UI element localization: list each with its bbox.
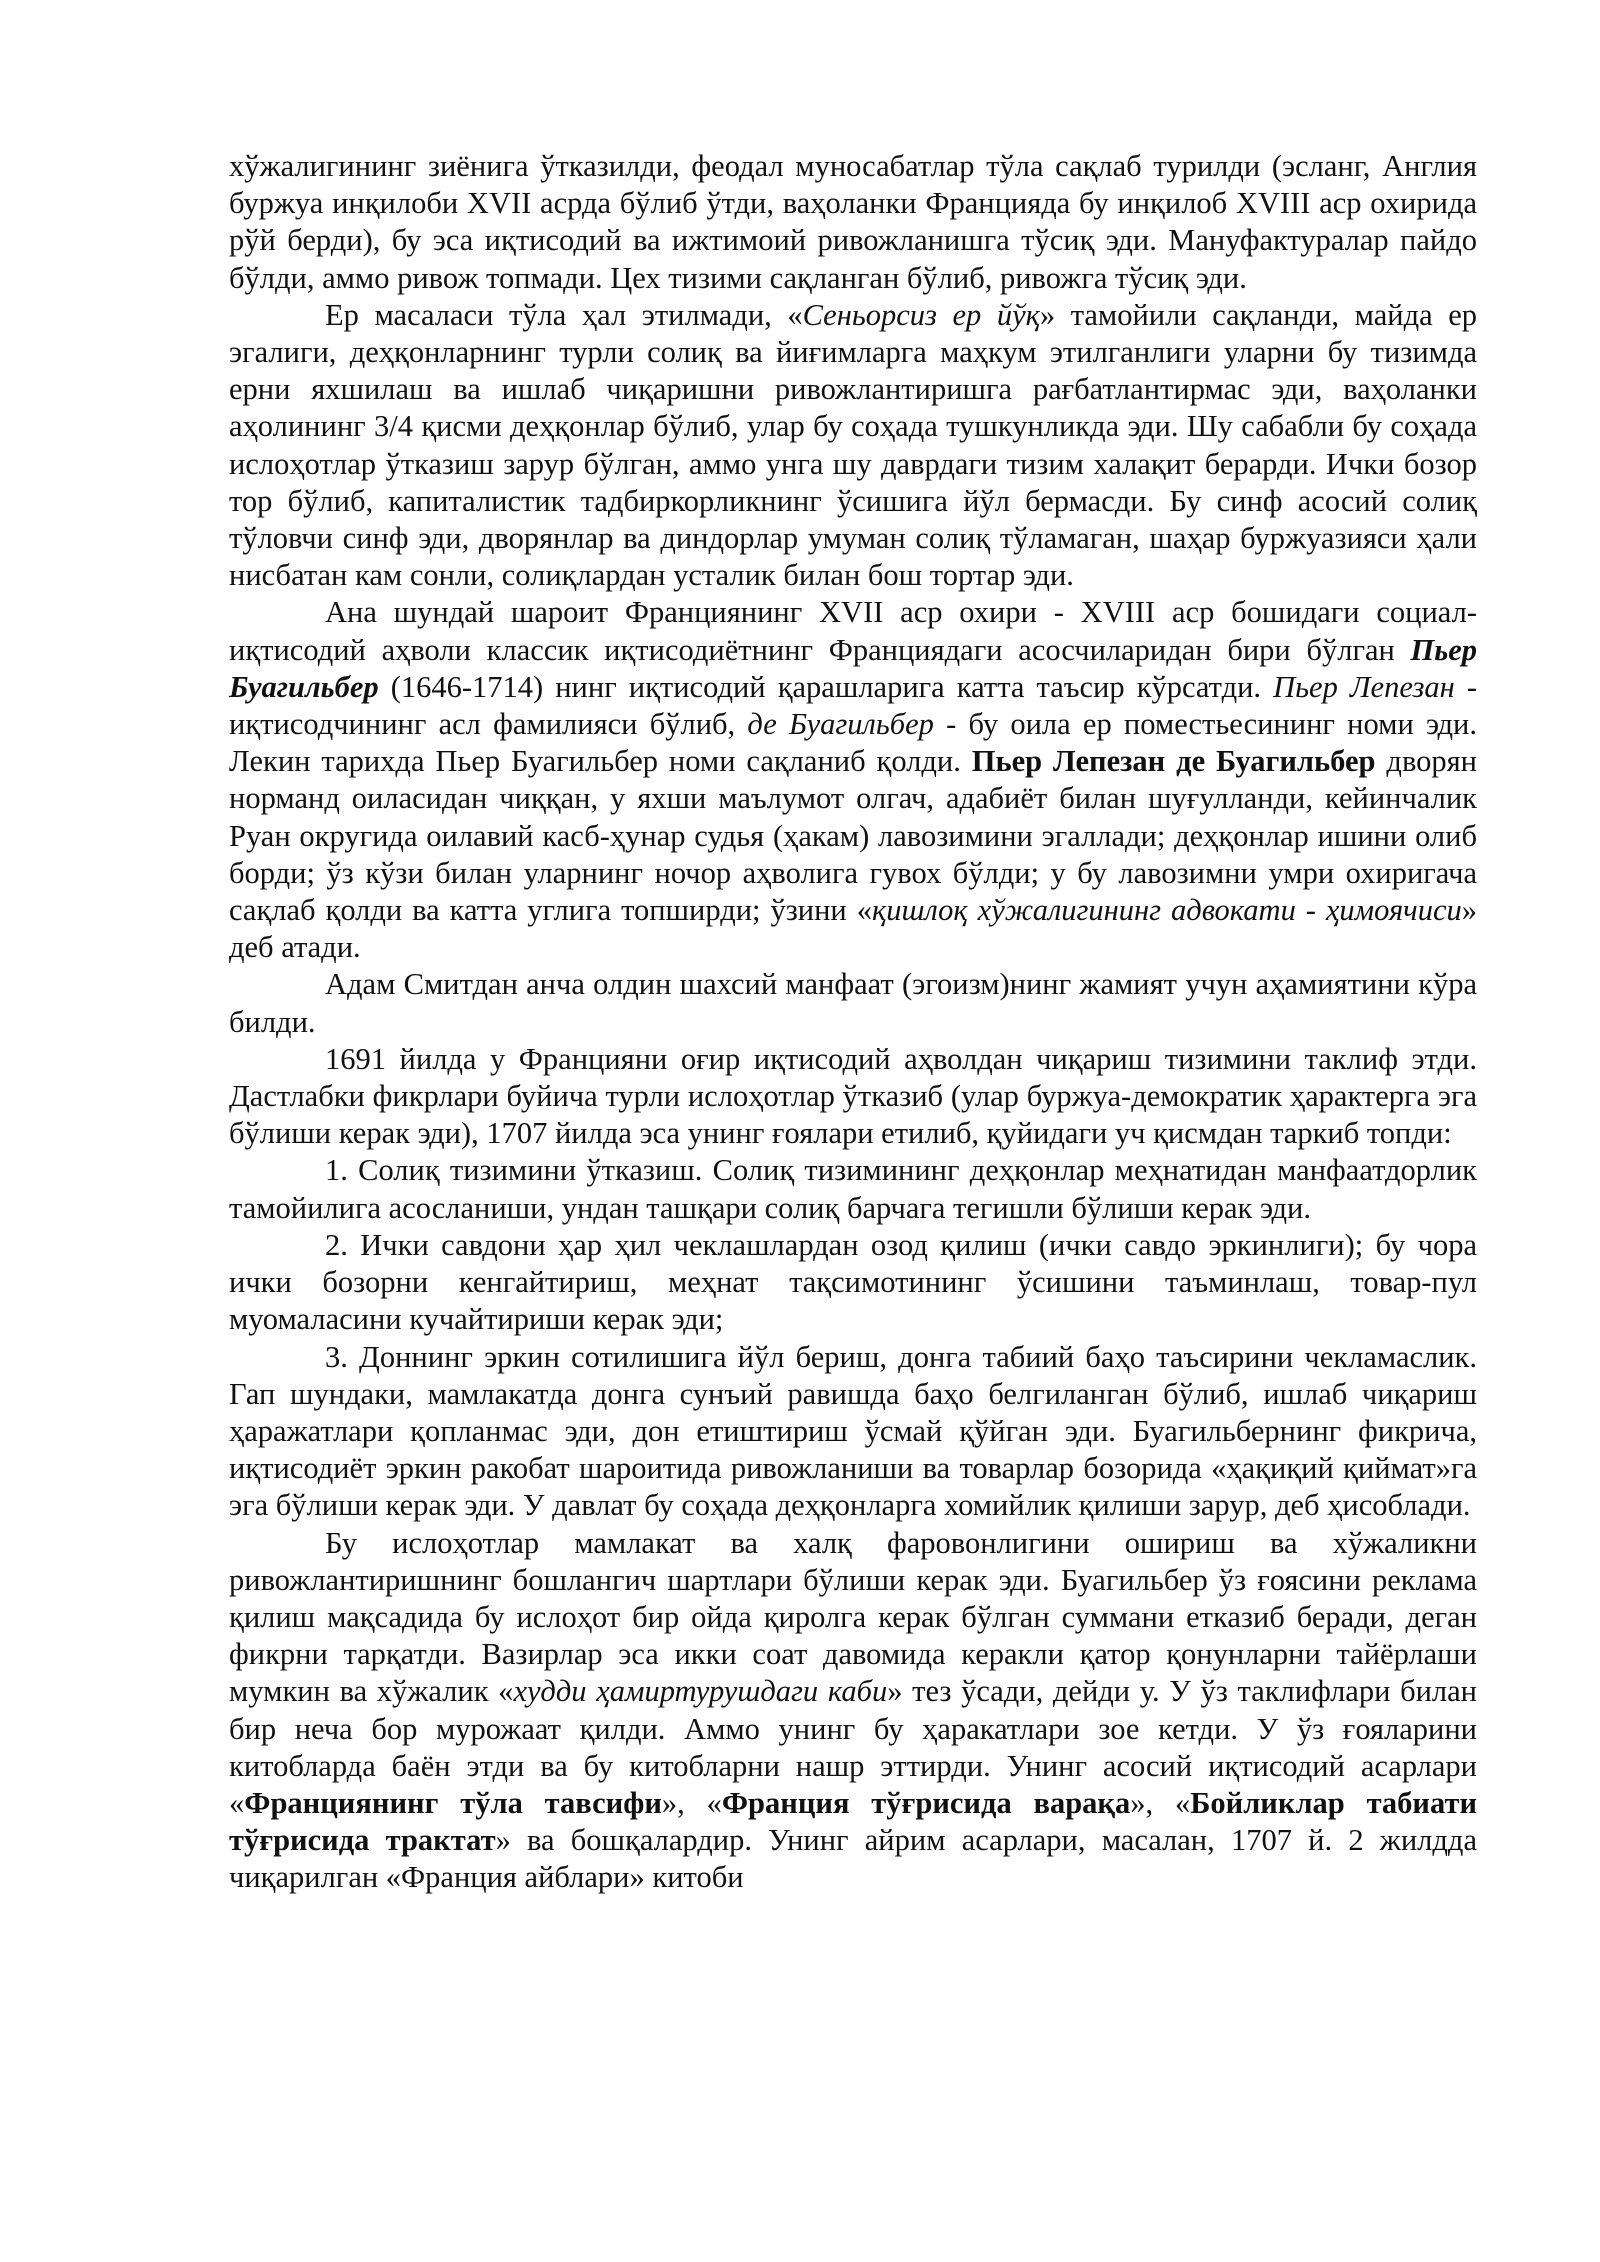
bold-name: Пьер Лепезан де Буагильбер (971, 744, 1376, 779)
text-run: Ер масаласи тўла ҳал этилмади, « (325, 297, 803, 332)
text-run: хўжалигининг зиёнига ўтказилди, феодал муносабатлар тўла сақлаб турилди (эсланг, Англия буржуа инқилоби XVII асрда бўлиб ўтди, ваҳоланки Францияда бу инқилоб XVIII аср охирида рўй берди), бу эса иқтисодий ва ижтимоий ривожланишга тўсиқ эди. Мануфактуралар пайдо бўлди, аммо ривож топмади. Цех тизими сақланган бўлиб, ривожга тўсиқ эди. (229, 149, 1477, 295)
paragraph-4 (229, 966, 1477, 1040)
text-run: 3. Доннинг эркин сотилишига йўл бериш, донга табиий баҳо таъсирини чекламаслик. Гап шундаки, мамлакатда донга сунъий равишда баҳо белгиланган бўлиб, ишлаб чиқариш ҳаражатлари қопланмас эди, дон етиштириш ўсмай қўйган эди. Буагильбернинг фикрича, иқтисодиёт эркин ракобат шароитида ривожланиши ва товарлар бозорида «ҳақиқий қиймат»га эга бўлиши керак эди. У давлат бу соҳада деҳқонларга хомийлик қилиши зарур, деб ҳисоблади. (229, 1339, 1477, 1523)
list-item-1 (229, 1152, 1477, 1226)
paragraph-5 (229, 1041, 1477, 1153)
text-run: » ва бошқалардир. Унинг айрим асарлари, масалан, 1707 й. 2 жилдда чиқарилган «Франция айблари» китоби (229, 1823, 1477, 1895)
text-run: » деб атади. (229, 893, 1478, 965)
text-run: 1. Солиқ тизимини ўтказиш. Солиқ тизимининг деҳқонлар меҳнатидан манфаатдорлик тамойилига асосланиши, ундан ташқари солиқ барчага тегишли бўлиши керак эди. (229, 1153, 1477, 1225)
text-run: 2. Ички савдони ҳар ҳил чеклашлардан озод қилиш (ички савдо эркинлиги); бу чора ички бозорни кенгайтириш, меҳнат тақсимотининг ўсишини таъминлаш, товар-пул муомаласини кучайтириши керак эди; (229, 1227, 1477, 1337)
text-run: » тамойили сақланди, майда ер эгалиги, деҳқонларнинг турли солиқ ва йиғимларга маҳкум этилганлиги уларни бу тизимда ерни яхшилаш ва ишлаб чиқаришни ривожлантиришга рағбатлантирмас эди, ваҳоланки аҳолининг 3/4 қисми деҳқонлар бўлиб, улар бу соҳада тушкунликда эди. Шу сабабли бу соҳада ислоҳотлар ўтказиш зарур бўлган, аммо унга шу даврдаги тизим халақит берарди. Ички бозор тор бўлиб, капиталистик тадбиркорликнинг ўсишига йўл бермасди. Бу синф асосий солиқ тўловчи синф эди, дворянлар ва диндорлар умуман солиқ тўламаган, шаҳар буржуазияси ҳали нисбатан кам сонли, солиқлардан усталик билан бош тортар эди. (229, 297, 1477, 593)
text-run: дворян норманд оиласидан чиққан, у яхши маълумот олгач, адабиёт билан шуғулланди, кейинчалик Руан округида оилавий касб-ҳунар судья (ҳакам) лавозимини эгаллади; деҳқонлар ишини олиб борди; ўз кўзи билан уларнинг ночор аҳволига гувох бўлди; у бу лавозимни умри охиригача сақлаб қолди ва катта углига топширди; ўзини « (229, 744, 1477, 928)
book-title: Франциянинг тўла тавсифи (244, 1785, 662, 1820)
text-run: (1646-1714) нинг иқтисодий қарашларига катта таъсир кўрсатди. (378, 669, 1274, 704)
text-run: », « (1130, 1785, 1191, 1820)
paragraph-6 (229, 1525, 1477, 1897)
paragraph-2 (229, 297, 1477, 595)
book-title: Бойликлар табиати тўғрисида трактат (229, 1785, 1478, 1858)
text-run: - бу оила ер поместьесининг номи эди. Лекин тарихда Пьер Буагильбер номи сақланиб қолди. (229, 707, 1477, 779)
bold-italic-name: Пьер Буагильбер (229, 632, 1477, 704)
paragraph-3 (229, 594, 1477, 966)
italic-quote: худди ҳамиртурушдаги каби (513, 1674, 888, 1709)
text-run: » тез ўсади, дейди у. У ўз таклифлари билан бир неча бор мурожаат қилди. Аммо унинг бу ҳаракатлари зое кетди. У ўз ғояларини китобларда баён этди ва бу китобларни нашр эттирди. Унинг асосий иқтисодий асарлари « (229, 1674, 1478, 1820)
italic-quote: қишлоқ хўжалигининг адвокати - ҳимоячиси (871, 893, 1462, 928)
book-title: Франция тўғрисида варақа (721, 1785, 1131, 1820)
italic-term: Сеньорсиз ер йўқ (802, 297, 1040, 332)
paragraph-1 (229, 148, 1477, 297)
text-run: Ана шундай шароит Франциянинг XVII аср охири - XVIII аср бошидаги социал-иқтисодий аҳволи классик иқтисодиётнинг Франциядаги асосчиларидан бири бўлган (229, 595, 1477, 667)
text-run: Адам Смитдан анча олдин шахсий манфаат (эгоизм)нинг жамият учун аҳамиятини кўра билди. (229, 967, 1477, 1039)
list-item-2 (229, 1227, 1477, 1339)
italic-name: Пьер Лепезан (1273, 669, 1455, 704)
document-page (229, 148, 1477, 1897)
text-run: », « (661, 1785, 722, 1820)
text-run: 1691 йилда у Францияни оғир иқтисодий аҳволдан чиқариш тизимини таклиф этди. Дастлабки фикрлари буйича турли ислоҳотлар ўтказиб (улар буржуа-демократик ҳарактерга эга бўлиши керак эди), 1707 йилда эса унинг ғоялари етилиб, қуйидаги уч қисмдан таркиб топди: (229, 1041, 1477, 1151)
italic-name: де Буагильбер (747, 707, 934, 742)
text-run: Бу ислоҳотлар мамлакат ва халқ фаровонлигини ошириш ва хўжаликни ривожлантиришнинг бошлангич шартлари бўлиши керак эди. Буагильбер ўз ғоясини реклама қилиш мақсадида бу ислоҳот бир ойда қиролга керак бўлган суммани етказиб беради, деган фикрни тарқатди. Вазирлар эса икки соат давомида керакли қатор қонунларни тайёрлаши мумкин ва хўжалик « (229, 1525, 1477, 1709)
list-item-3 (229, 1339, 1477, 1525)
text-run: - иқтисодчининг асл фамилияси бўлиб, (229, 669, 1477, 742)
